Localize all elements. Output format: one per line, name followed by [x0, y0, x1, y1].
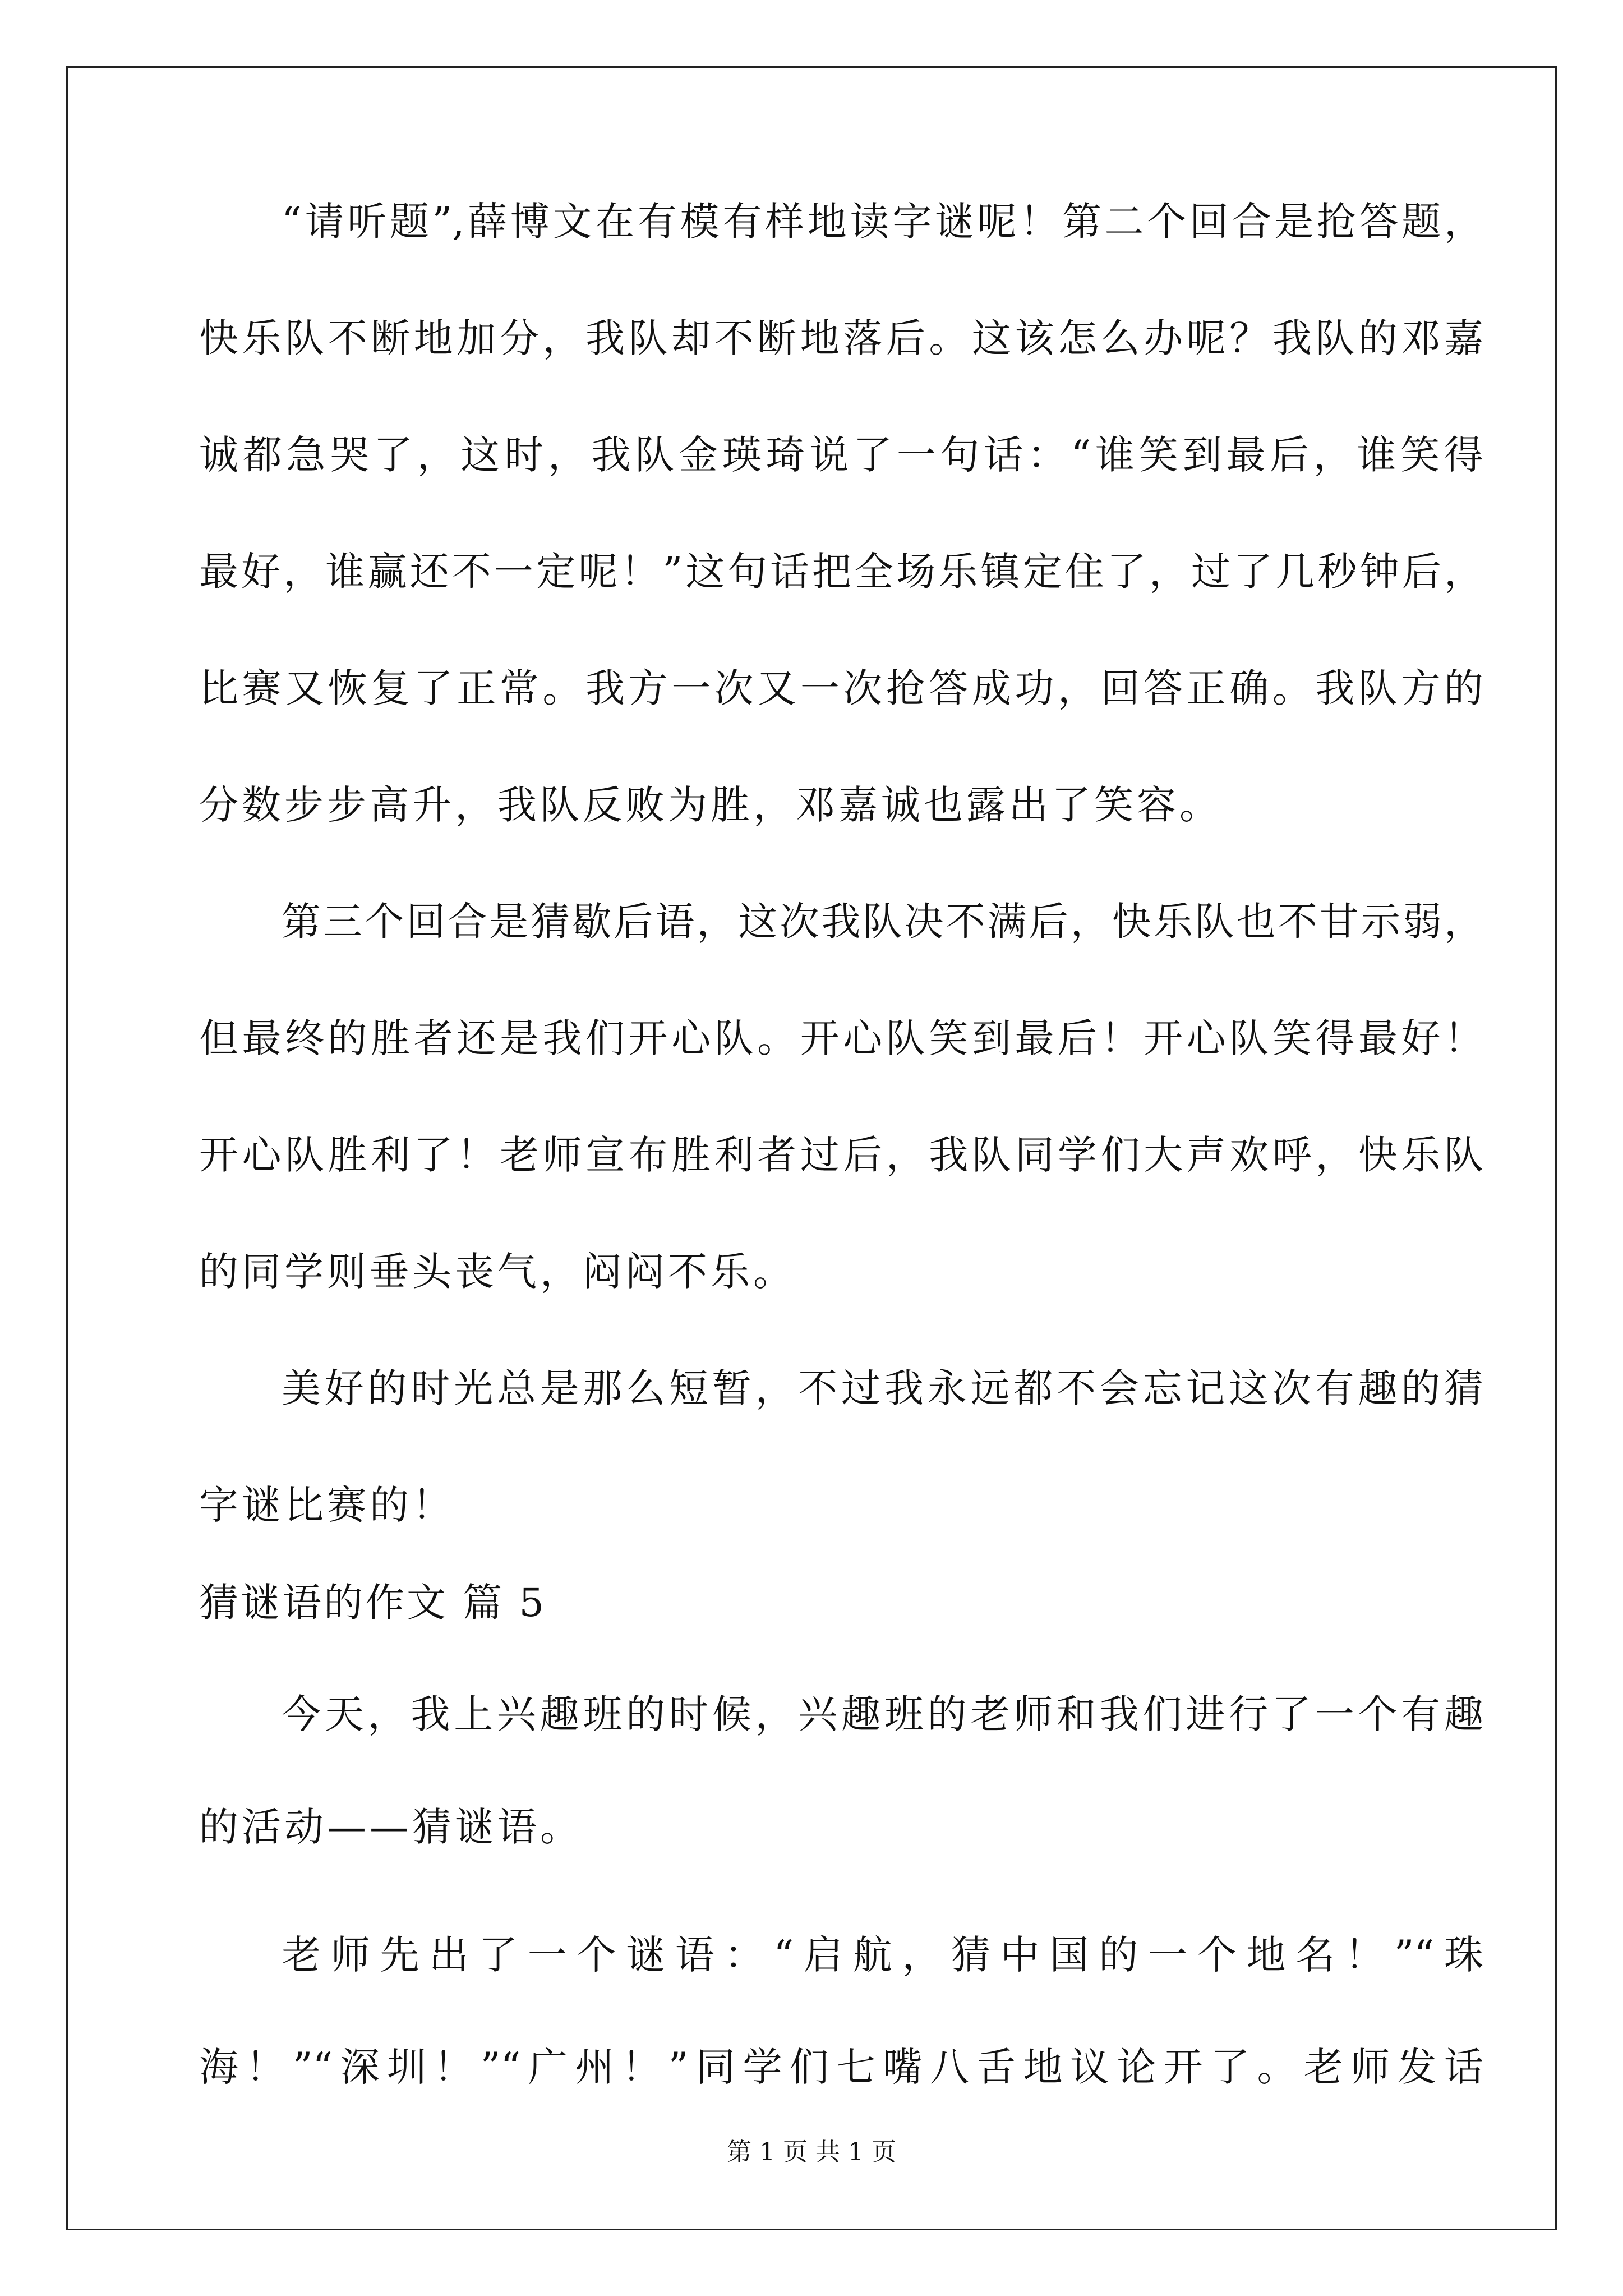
text-line: 老师先出了一个谜语：“启航，猜中国的一个地名！”“珠 [282, 1932, 1483, 1978]
text-line: “请听题”,薛博文在有模有样地读字谜呢！第二个回合是抢答题， [282, 199, 1483, 245]
text-line: 比赛又恢复了正常。我方一次又一次抢答成功，回答正确。我队方的 [199, 665, 1483, 711]
section-heading: 猜谜语的作文 篇 5 [199, 1580, 547, 1626]
text-line: 分数步步高升，我队反败为胜，邓嘉诚也露出了笑容。 [199, 782, 1222, 828]
text-line: 诚都急哭了，这时，我队金瑛琦说了一句话：“谁笑到最后，谁笑得 [199, 432, 1483, 478]
page-number-footer: 第 1 页 共 1 页 [727, 2138, 896, 2166]
text-line: 的活动——猜谜语。 [199, 1804, 583, 1850]
text-line: 快乐队不断地加分，我队却不断地落后。这该怎么办呢？我队的邓嘉 [199, 315, 1483, 361]
text-line: 字谜比赛的！ [199, 1482, 455, 1528]
text-line: 最好，谁赢还不一定呢！”这句话把全场乐镇定住了，过了几秒钟后， [199, 549, 1483, 595]
text-line: 但最终的胜者还是我们开心队。开心队笑到最后！开心队笑得最好！ [199, 1015, 1483, 1061]
text-line: 海！”“深圳！”“广州！”同学们七嘴八舌地议论开了。老师发话 [199, 2044, 1483, 2090]
text-line: 今天，我上兴趣班的时候，兴趣班的老师和我们进行了一个有趣 [282, 1691, 1483, 1737]
text-line: 美好的时光总是那么短暂，不过我永远都不会忘记这次有趣的猜 [282, 1365, 1483, 1411]
text-line: 的同学则垂头丧气，闷闷不乐。 [199, 1249, 796, 1295]
text-line: 开心队胜利了！老师宣布胜利者过后，我队同学们大声欢呼，快乐队 [199, 1132, 1483, 1178]
text-line: 第三个回合是猜歇后语，这次我队决不满后，快乐队也不甘示弱， [282, 899, 1483, 945]
